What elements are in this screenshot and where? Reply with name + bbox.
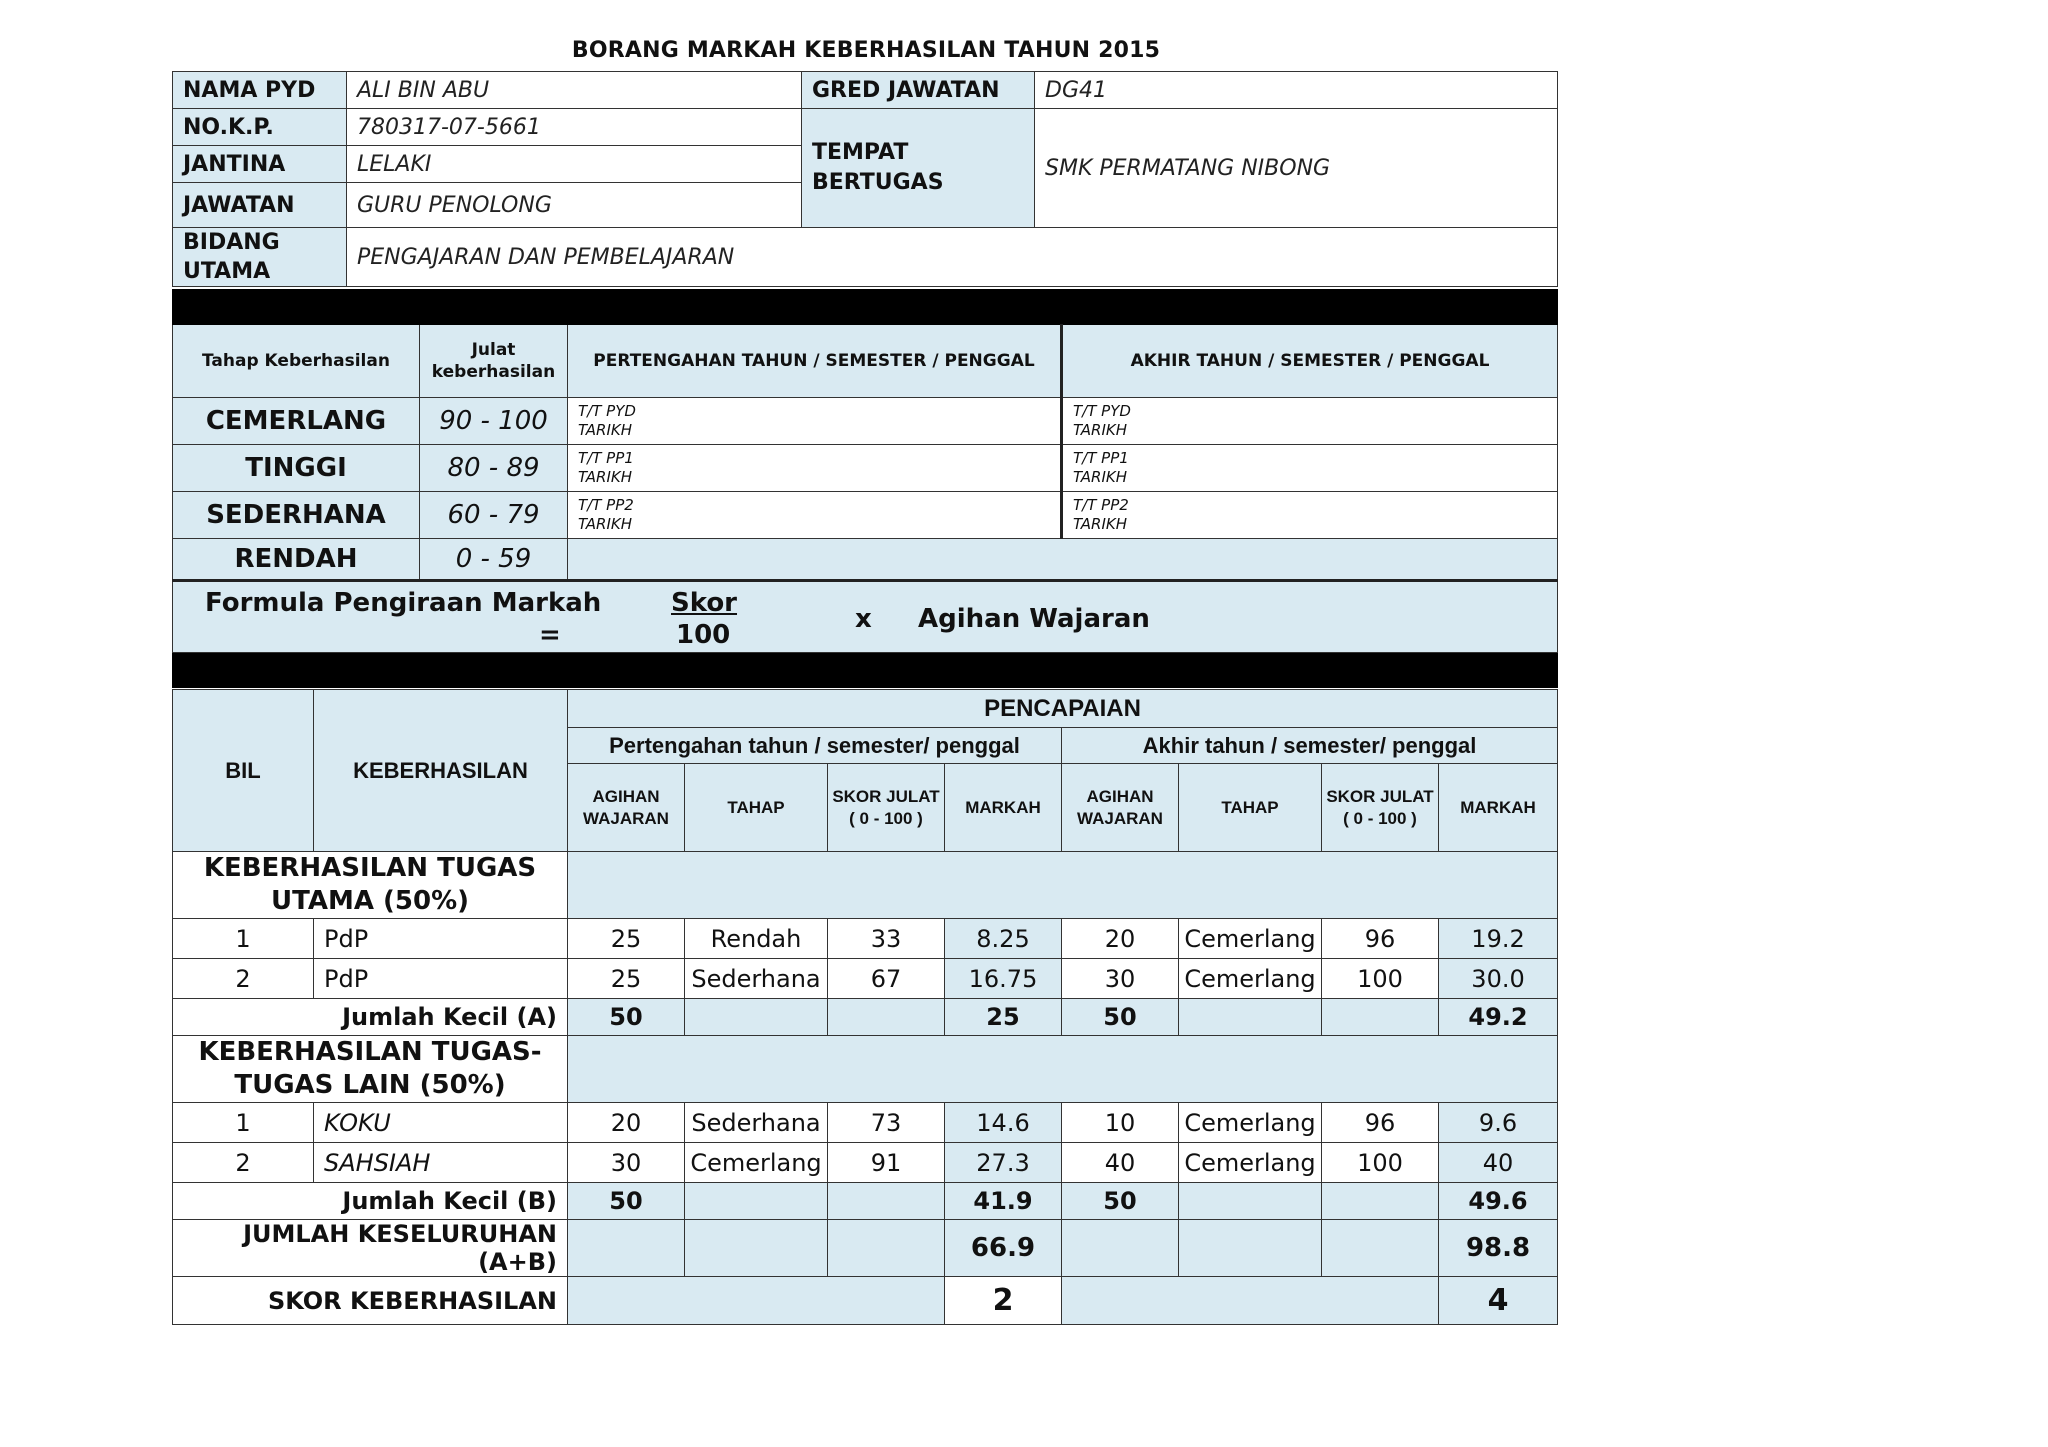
signature-cell xyxy=(568,445,1062,492)
table-row xyxy=(173,959,1558,999)
col-mid-header: PERTENGAHAN TAHUN / SEMESTER / PENGGAL xyxy=(568,325,1062,398)
empty-cell xyxy=(685,999,828,1036)
keberhasilan-cell: PdP xyxy=(314,919,568,959)
level-range: 60 - 79 xyxy=(420,492,568,539)
level-name: CEMERLANG xyxy=(173,398,420,445)
mid-agihan-cell: 25 xyxy=(568,959,685,999)
mid-markah-cell: 16.75 xyxy=(945,959,1062,999)
col-end-header: AKHIR TAHUN / SEMESTER / PENGGAL xyxy=(1062,325,1558,398)
subtotal-row xyxy=(173,1183,1558,1220)
mid-agihan-total: 50 xyxy=(568,1183,685,1220)
mid-period-header: Pertengahan tahun / semester/ penggal xyxy=(568,728,1062,764)
table-row xyxy=(173,1103,1558,1143)
skor-keberhasilan-row xyxy=(173,1277,1558,1325)
signature-cell xyxy=(568,398,1062,445)
mid-markah-cell: 27.3 xyxy=(945,1143,1062,1183)
mid-agihan-cell: 20 xyxy=(568,1103,685,1143)
keberhasilan-cell: KOKU xyxy=(314,1103,568,1143)
mid-tahap-cell: Cemerlang xyxy=(685,1143,828,1183)
date-label: TARIKH xyxy=(1073,468,1128,486)
end-tahap-cell: Cemerlang xyxy=(1179,919,1322,959)
end-markah-cell: 19.2 xyxy=(1439,919,1558,959)
formula-denominator: 100 xyxy=(676,620,731,650)
formula-times: x xyxy=(855,604,872,634)
empty-cell xyxy=(568,852,1558,919)
empty-cell xyxy=(685,1183,828,1220)
end-tahap-cell: Cemerlang xyxy=(1179,1103,1322,1143)
empty-cell xyxy=(828,1220,945,1277)
end-tahap-cell: Cemerlang xyxy=(1179,1143,1322,1183)
formula-weight: Agihan Wajaran xyxy=(918,604,1150,634)
table-row xyxy=(173,1143,1558,1183)
end-grand-total: 98.8 xyxy=(1439,1220,1558,1277)
col-julat-header: Julat keberhasilan xyxy=(420,325,568,398)
sign-label: T/T PP1 xyxy=(1073,449,1129,467)
nokp-value: 780317-07-5661 xyxy=(347,109,802,146)
mid-skor-cell: 91 xyxy=(828,1143,945,1183)
subtotal-a-label: Jumlah Kecil (A) xyxy=(173,999,568,1036)
mid-markah-cell: 8.25 xyxy=(945,919,1062,959)
end-agihan-cell: 10 xyxy=(1062,1103,1179,1143)
mid-skor-cell: 73 xyxy=(828,1103,945,1143)
table-row xyxy=(173,919,1558,959)
nama-label: NAMA PYD xyxy=(173,72,347,109)
formula-row xyxy=(173,581,1558,653)
level-name: SEDERHANA xyxy=(173,492,420,539)
level-range: 90 - 100 xyxy=(420,398,568,445)
empty-cell xyxy=(1322,1183,1439,1220)
end-skor-cell: 96 xyxy=(1322,919,1439,959)
end-agihan-total: 50 xyxy=(1062,999,1179,1036)
skor-keberhasilan-label: SKOR KEBERHASILAN xyxy=(173,1277,568,1325)
mid-markah-cell: 14.6 xyxy=(945,1103,1062,1143)
grand-total-row xyxy=(173,1220,1558,1277)
mid-grand-total: 66.9 xyxy=(945,1220,1062,1277)
tempat-value: SMK PERMATANG NIBONG xyxy=(1035,109,1558,228)
mid-agihan-cell: 30 xyxy=(568,1143,685,1183)
level-range: 0 - 59 xyxy=(420,539,568,581)
empty-cell xyxy=(1179,999,1322,1036)
sign-label: T/T PYD xyxy=(1073,402,1131,420)
end-markah-cell: 30.0 xyxy=(1439,959,1558,999)
skor-label: SKOR JULAT xyxy=(832,786,940,806)
date-label: TARIKH xyxy=(1073,421,1128,439)
empty-cell xyxy=(685,1220,828,1277)
mid-agihan-cell: 25 xyxy=(568,919,685,959)
tahap-header: TAHAP xyxy=(685,764,828,852)
gred-value: DG41 xyxy=(1035,72,1558,109)
info-table xyxy=(172,71,1558,287)
end-tahap-cell: Cemerlang xyxy=(1179,959,1322,999)
formula-label: Formula Pengiraan Markah xyxy=(205,588,602,618)
mid-skor-keberhasilan: 2 xyxy=(945,1277,1062,1325)
mid-tahap-cell: Rendah xyxy=(685,919,828,959)
mid-skor-cell: 67 xyxy=(828,959,945,999)
bidang-value: PENGAJARAN DAN PEMBELAJARAN xyxy=(347,228,1558,287)
jantina-value: LELAKI xyxy=(347,146,802,183)
empty-cell xyxy=(1179,1183,1322,1220)
tempat-label: TEMPAT BERTUGAS xyxy=(802,109,1035,228)
end-skor-cell: 96 xyxy=(1322,1103,1439,1143)
empty-cell xyxy=(1062,1277,1439,1325)
col-tahap-header: Tahap Keberhasilan xyxy=(173,325,420,398)
end-agihan-total: 50 xyxy=(1062,1183,1179,1220)
formula-equals: = xyxy=(539,620,561,650)
skor-header xyxy=(1322,764,1439,852)
skor-header xyxy=(828,764,945,852)
black-divider xyxy=(173,653,1558,688)
end-period-header: Akhir tahun / semester/ penggal xyxy=(1062,728,1558,764)
jantina-label: JANTINA xyxy=(173,146,347,183)
mid-agihan-total: 50 xyxy=(568,999,685,1036)
markah-header: MARKAH xyxy=(945,764,1062,852)
sign-label: T/T PP1 xyxy=(578,449,634,467)
signature-cell xyxy=(568,492,1062,539)
level-name: TINGGI xyxy=(173,445,420,492)
end-skor-cell: 100 xyxy=(1322,1143,1439,1183)
keberhasilan-cell: SAHSIAH xyxy=(314,1143,568,1183)
keberhasilan-cell: PdP xyxy=(314,959,568,999)
end-markah-cell: 9.6 xyxy=(1439,1103,1558,1143)
empty-cell xyxy=(1322,999,1439,1036)
levels-table xyxy=(172,289,1558,688)
subtotal-row xyxy=(173,999,1558,1036)
end-markah-total: 49.6 xyxy=(1439,1183,1558,1220)
empty-cell xyxy=(568,1220,685,1277)
mid-markah-total: 25 xyxy=(945,999,1062,1036)
empty-cell xyxy=(1179,1220,1322,1277)
bil-cell: 1 xyxy=(173,919,314,959)
empty-cell xyxy=(1062,1220,1179,1277)
form-title: BORANG MARKAH KEBERHASILAN TAHUN 2015 xyxy=(571,38,1161,63)
formula-numerator: Skor xyxy=(671,588,738,618)
nama-value: ALI BIN ABU xyxy=(347,72,802,109)
bil-header: BIL xyxy=(173,690,314,852)
markah-header: MARKAH xyxy=(1439,764,1558,852)
signature-cell xyxy=(1062,445,1558,492)
empty-cell xyxy=(568,1036,1558,1103)
mid-tahap-cell: Sederhana xyxy=(685,1103,828,1143)
date-label: TARIKH xyxy=(578,515,633,533)
mid-skor-cell: 33 xyxy=(828,919,945,959)
gred-label: GRED JAWATAN xyxy=(802,72,1035,109)
mid-tahap-cell: Sederhana xyxy=(685,959,828,999)
skor-label: SKOR JULAT xyxy=(1326,786,1434,806)
end-skor-cell: 100 xyxy=(1322,959,1439,999)
section-a-title: KEBERHASILAN TUGAS UTAMA (50%) xyxy=(173,852,568,919)
empty-cell xyxy=(1322,1220,1439,1277)
date-label: TARIKH xyxy=(1073,515,1128,533)
end-agihan-cell: 30 xyxy=(1062,959,1179,999)
signature-cell xyxy=(1062,492,1558,539)
end-skor-keberhasilan: 4 xyxy=(1439,1277,1558,1325)
level-name: RENDAH xyxy=(173,539,420,581)
empty-cell xyxy=(828,1183,945,1220)
black-divider xyxy=(173,290,1558,325)
end-markah-total: 49.2 xyxy=(1439,999,1558,1036)
end-agihan-cell: 20 xyxy=(1062,919,1179,959)
skor-range: ( 0 - 100 ) xyxy=(1343,808,1417,828)
nokp-label: NO.K.P. xyxy=(173,109,347,146)
agihan-header: AGIHAN WAJARAN xyxy=(1062,764,1179,852)
bil-cell: 1 xyxy=(173,1103,314,1143)
marks-table xyxy=(172,689,1558,1325)
end-markah-cell: 40 xyxy=(1439,1143,1558,1183)
sign-label: T/T PYD xyxy=(578,402,636,420)
bil-cell: 2 xyxy=(173,1143,314,1183)
date-label: TARIKH xyxy=(578,421,633,439)
tahap-header: TAHAP xyxy=(1179,764,1322,852)
skor-range: ( 0 - 100 ) xyxy=(849,808,923,828)
pencapaian-header: PENCAPAIAN xyxy=(568,690,1558,728)
empty-cell xyxy=(568,1277,945,1325)
jawatan-label: JAWATAN xyxy=(173,183,347,228)
mid-markah-total: 41.9 xyxy=(945,1183,1062,1220)
section-b-title: KEBERHASILAN TUGAS-TUGAS LAIN (50%) xyxy=(173,1036,568,1103)
keberhasilan-header: KEBERHASILAN xyxy=(314,690,568,852)
empty-cell xyxy=(828,999,945,1036)
level-range: 80 - 89 xyxy=(420,445,568,492)
sign-label: T/T PP2 xyxy=(578,496,634,514)
bidang-label: BIDANG UTAMA xyxy=(173,228,347,287)
end-agihan-cell: 40 xyxy=(1062,1143,1179,1183)
signature-cell xyxy=(1062,398,1558,445)
jawatan-value: GURU PENOLONG xyxy=(347,183,802,228)
sign-label: T/T PP2 xyxy=(1073,496,1129,514)
subtotal-b-label: Jumlah Kecil (B) xyxy=(173,1183,568,1220)
agihan-header: AGIHAN WAJARAN xyxy=(568,764,685,852)
bil-cell: 2 xyxy=(173,959,314,999)
empty-cell xyxy=(568,539,1558,581)
date-label: TARIKH xyxy=(578,468,633,486)
grand-total-label: JUMLAH KESELURUHAN (A+B) xyxy=(173,1220,568,1277)
